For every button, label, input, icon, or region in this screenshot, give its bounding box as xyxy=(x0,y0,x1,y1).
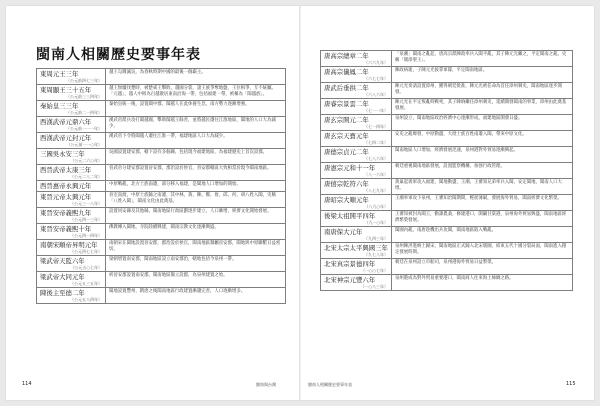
era-year: （一○○七年） xyxy=(361,268,388,273)
era-cell xyxy=(37,208,106,224)
event-description: 設置同安縣及其他縣，閩南地區行政區劃逐步建立，人口漸增，經濟文化開始發展。 xyxy=(106,208,286,224)
event-description: 漢武帝派兵攻打閩越國，擊敗閩越王餘善，並將越民遷往江淮地區，閩地的人口大為減少。 xyxy=(106,117,286,133)
era-year: （七八六年） xyxy=(364,156,388,161)
era-year: （公元三一八年） xyxy=(70,201,102,206)
era-cell xyxy=(37,133,106,149)
era-cell xyxy=(321,211,392,227)
event-description: 晉室南渡，中原士族隨之南遷，其中林、黃、陳、鄭、詹、邱、何、胡八姓入閩，史稱「八姓入閩」，閩南文化由此奠基。 xyxy=(106,192,286,208)
event-description: 王潮率軍攻下泉州，王審知治閩期間，輕徭薄賦，發展海外貿易，閩南經濟文化繁榮。 xyxy=(392,195,573,211)
timeline-row xyxy=(37,133,286,149)
running-footer-left: 閩南與台灣 xyxy=(256,382,276,387)
era-year: （公元前一一○年） xyxy=(66,142,102,147)
era-name: 西晉惠帝永興元年 xyxy=(40,182,92,190)
era-cell xyxy=(321,179,392,195)
timeline-row xyxy=(37,117,286,133)
timeline-row xyxy=(321,163,573,179)
event-description: 泉州港成為對外貿易重要港口，閩南商人往來海上絲綢之路。 xyxy=(392,275,573,291)
era-name: 唐玄宗開元二年 xyxy=(324,116,369,124)
era-name: 梁武帝大同元年 xyxy=(40,273,85,281)
event-description: 秦始皇統一後，設置閩中郡，閩越人在此休養生息，南方勢力逐漸增強。 xyxy=(106,101,286,117)
event-description: 析晉安郡設置南安郡，閩南地區獨立設郡，為泉州建置之始。 xyxy=(106,272,286,288)
era-name: 北宋神宗元豐六年 xyxy=(324,276,376,284)
era-cell xyxy=(37,69,106,85)
event-description: 陳元光奏請設置漳州，獲得朝廷批准，陳元光被任命為首任漳州刺史，閩南地區逐步開發。 xyxy=(392,83,573,99)
era-name: 西漢武帝元鼎六年 xyxy=(40,118,92,126)
era-year: （公元四一三年） xyxy=(70,217,102,222)
timeline-row xyxy=(321,99,573,115)
era-name: 唐高宗儀鳳二年 xyxy=(324,68,369,76)
era-year: （九一○年） xyxy=(364,220,388,225)
timeline-row xyxy=(321,259,573,275)
event-description: 閩國內亂，南唐趁機出兵攻閩，閩南地區陷入戰亂。 xyxy=(392,227,573,243)
era-cell xyxy=(37,117,106,133)
era-cell xyxy=(37,192,106,208)
era-year: （八一六年） xyxy=(364,172,388,177)
event-description: 黃巢起義軍攻入福建，閩地動盪，王潮、王審知兄弟率兵入閩，安定閩地，閩南人口大增。 xyxy=(392,179,573,195)
timeline-row xyxy=(37,224,286,240)
timeline-row xyxy=(37,240,286,256)
event-description: 漢武帝下令將閩越人遷往江淮一帶，福建地區人口大為減少。 xyxy=(106,133,286,149)
timeline-row xyxy=(37,69,286,85)
running-footer-right: 閩南人相關歷史要事年表 xyxy=(308,382,352,387)
era-year: （公元前二一四年） xyxy=(66,110,102,115)
era-name: 西晉武帝太康三年 xyxy=(40,166,92,174)
era-cell xyxy=(321,147,392,163)
timeline-row xyxy=(37,181,286,192)
timeline-row xyxy=(321,195,573,211)
timeline-row xyxy=(321,211,573,227)
era-year: （八七九年） xyxy=(364,188,388,193)
timeline-row xyxy=(321,51,573,67)
timeline-row xyxy=(37,192,286,208)
era-cell xyxy=(321,259,392,275)
era-year: （公元前一一一年） xyxy=(66,126,102,131)
event-description: 泉州設立，閩南地區政治經濟中心逐漸形成，福建地區開發日盛。 xyxy=(392,115,573,131)
era-cell xyxy=(37,181,106,192)
era-year: （公元二六○年） xyxy=(70,158,102,163)
era-cell xyxy=(37,256,106,272)
era-name: 東周元王三年 xyxy=(40,70,79,78)
page-title: 閩南人相關歷史要事年表 xyxy=(36,47,201,63)
timeline-row xyxy=(321,67,573,83)
era-year: （七一四年） xyxy=(364,124,388,129)
timeline-row xyxy=(321,147,573,163)
event-description: 南朝宋在閩地設置晉安郡，郡治設於侯官，閩南地區隸屬晉安郡，閩地與中原聯繫日益密切。 xyxy=(106,240,286,256)
event-description: 中原戰亂，北方士族南遷，部分移入福建，是閩地人口增加的開始。 xyxy=(106,181,286,192)
era-year: （公元前四七三年） xyxy=(66,78,102,83)
era-year: （八九○年） xyxy=(364,204,388,209)
era-cell xyxy=(37,149,106,165)
page-number-right: 115 xyxy=(566,381,576,387)
era-cell xyxy=(37,165,106,181)
era-cell xyxy=(321,163,392,179)
event-description: 閩南地區人口增加，經濟發展迅速，泉州港對外貿易逐漸興起。 xyxy=(392,147,573,163)
era-name: 北宋太宗太平興國三年 xyxy=(324,244,388,252)
era-year: （公元五三五年） xyxy=(70,281,102,286)
era-cell xyxy=(321,67,392,83)
event-description: 王審知被封為閩王，勸課農桑，修建港口，開闢甘棠港，泉州海外貿易興盛，閩南地區經濟繁榮發展。 xyxy=(392,211,573,227)
event-description: 泉州陳洪進納土歸宋，閩南地區正式歸入北宋版圖，結束五代十國分裂局面，閩南進入穩定發展時期。 xyxy=(392,243,573,259)
event-description: 「泉潮」閩南之亂起，唐高宗派陳政率兵入閩平亂，其子陳元光繼之，平定閩南之亂，史稱「開漳聖王」。 xyxy=(392,51,573,67)
era-name: 唐高宗總章二年 xyxy=(324,52,369,60)
event-description: 梁朝增置南安郡，閩南地區設立南安郡治，轄地包括今泉州一帶。 xyxy=(106,256,286,272)
era-name: 唐玄宗天寶元年 xyxy=(324,132,369,140)
event-description: 晉武帝分建安郡設置晉安郡，郡治設於侯官，晉安郡轄區大致相當於現今閩南地區。 xyxy=(106,165,286,181)
timeline-row xyxy=(321,243,573,259)
era-year: （公元五○七年） xyxy=(70,265,102,270)
era-name: 梁武帝天監六年 xyxy=(40,257,85,265)
era-name: 北宋真宗景德四年 xyxy=(324,260,376,268)
timeline-row xyxy=(37,165,286,181)
era-year: （六七七年） xyxy=(364,76,388,81)
era-name: 南朝宋順帝昇明元年 xyxy=(40,241,98,249)
timeline-table-left xyxy=(36,68,286,304)
era-cell xyxy=(321,243,392,259)
book-gutter xyxy=(299,6,301,400)
era-year: （公元前三三四年） xyxy=(66,94,102,99)
event-description: 安史之亂爆發，中原動盪，大批士族百姓南遷入閩，帶來中原文化。 xyxy=(392,131,573,147)
era-cell xyxy=(321,115,392,131)
timeline-row xyxy=(37,85,286,101)
era-cell xyxy=(321,275,392,291)
event-description: 越王無疆伐楚時，被楚威王擊敗，越國分裂，諸王族爭奪地盤，王位相爭，互不統屬。「元越」，越人中則為百越散居東南沿海一帶，包括福建一帶，被稱為「閩越族」。 xyxy=(106,85,286,101)
event-description: 陳元光在平定叛亂時戰死，其子陳珦繼任漳州刺史，延續開發閩南的事業，漳州由此奠基發展。 xyxy=(392,99,573,115)
event-description: 佛教傳入閩地，寺院陸續興建，閩南宗教文化逐漸興盛。 xyxy=(106,224,286,240)
era-name: 西漢武帝元封元年 xyxy=(40,134,92,142)
era-year: （九四三年） xyxy=(364,236,388,241)
timeline-row xyxy=(321,115,573,131)
book-spread xyxy=(6,6,594,400)
era-name: 東晉安帝義熙九年 xyxy=(40,209,92,217)
timeline-row xyxy=(37,256,286,272)
era-year: （六六九年） xyxy=(364,60,388,65)
event-description: 吳國設置建安郡，轄下設有多個縣，包括現今福建地區，為福建歷史上首次設郡。 xyxy=(106,149,286,165)
era-name: 秦始皇三三年 xyxy=(40,102,79,110)
timeline-row xyxy=(321,131,573,147)
era-year: （公元五八四年） xyxy=(70,297,102,302)
timeline-row xyxy=(37,149,286,165)
era-year: （一○八三年） xyxy=(360,284,388,289)
timeline-row xyxy=(37,288,286,304)
event-description: 越王勾踐滅吳，為春秋時期中國的最後一個霸主。 xyxy=(106,69,286,85)
era-name: 後梁太祖開平四年 xyxy=(324,212,376,220)
era-name: 三國吳永安三年 xyxy=(40,150,85,158)
era-year: （七四二年） xyxy=(364,140,388,145)
era-name: 南唐保大元年 xyxy=(324,228,363,236)
era-name: 唐武后垂拱二年 xyxy=(324,84,369,92)
era-name: 唐憲宗元和十一年 xyxy=(324,164,376,172)
era-cell xyxy=(321,195,392,211)
era-cell xyxy=(37,224,106,240)
timeline-row xyxy=(37,208,286,224)
era-name: 唐僖宗乾符六年 xyxy=(324,180,369,188)
era-name: 東周顯王三十五年 xyxy=(40,86,92,94)
era-cell xyxy=(321,131,392,147)
timeline-row xyxy=(321,275,573,291)
era-name: 唐昭宗大順元年 xyxy=(324,196,369,204)
timeline-row xyxy=(321,83,573,99)
era-cell xyxy=(37,240,106,256)
era-name: 陳後主至德二年 xyxy=(40,289,85,297)
era-year: （六八六年） xyxy=(364,92,388,97)
era-year: （公元二八二年） xyxy=(70,174,102,179)
timeline-row xyxy=(321,227,573,243)
timeline-row xyxy=(321,179,573,195)
era-cell xyxy=(37,272,106,288)
era-name: 唐德宗貞元二年 xyxy=(324,148,369,156)
era-cell xyxy=(37,288,106,304)
era-name: 唐睿宗景雲二年 xyxy=(324,100,369,108)
timeline-row xyxy=(37,272,286,288)
era-year: （九七八年） xyxy=(364,252,388,257)
era-year: （公元四七七年） xyxy=(70,249,102,254)
era-cell xyxy=(321,99,392,115)
era-name: 東晉安帝義熙十年 xyxy=(40,225,92,233)
era-cell xyxy=(321,227,392,243)
era-name: 東晉元帝太興元年 xyxy=(40,193,92,201)
era-cell xyxy=(37,85,106,101)
era-cell xyxy=(321,83,392,99)
era-year: （七一一年） xyxy=(364,108,388,113)
era-year: （公元四一四年） xyxy=(70,233,102,238)
timeline-row xyxy=(37,101,286,117)
event-description: 閩地設置豐州，隋唐之後閩南地區行政建置漸趨完善，人口逐漸增多。 xyxy=(106,288,286,304)
event-description: 朝廷在泉州設立市舶司，泉州港海外貿易日益繁榮。 xyxy=(392,259,573,275)
era-cell xyxy=(37,101,106,117)
event-description: 朝廷重視閩南地區發展，設置監察機構，加強行政管理。 xyxy=(392,163,573,179)
timeline-table-right xyxy=(320,50,573,291)
event-description: 陳政病逝，子陳元光接掌軍隊，平定閩南地區。 xyxy=(392,67,573,83)
era-cell xyxy=(321,51,392,67)
page-number-left: 114 xyxy=(22,381,32,387)
